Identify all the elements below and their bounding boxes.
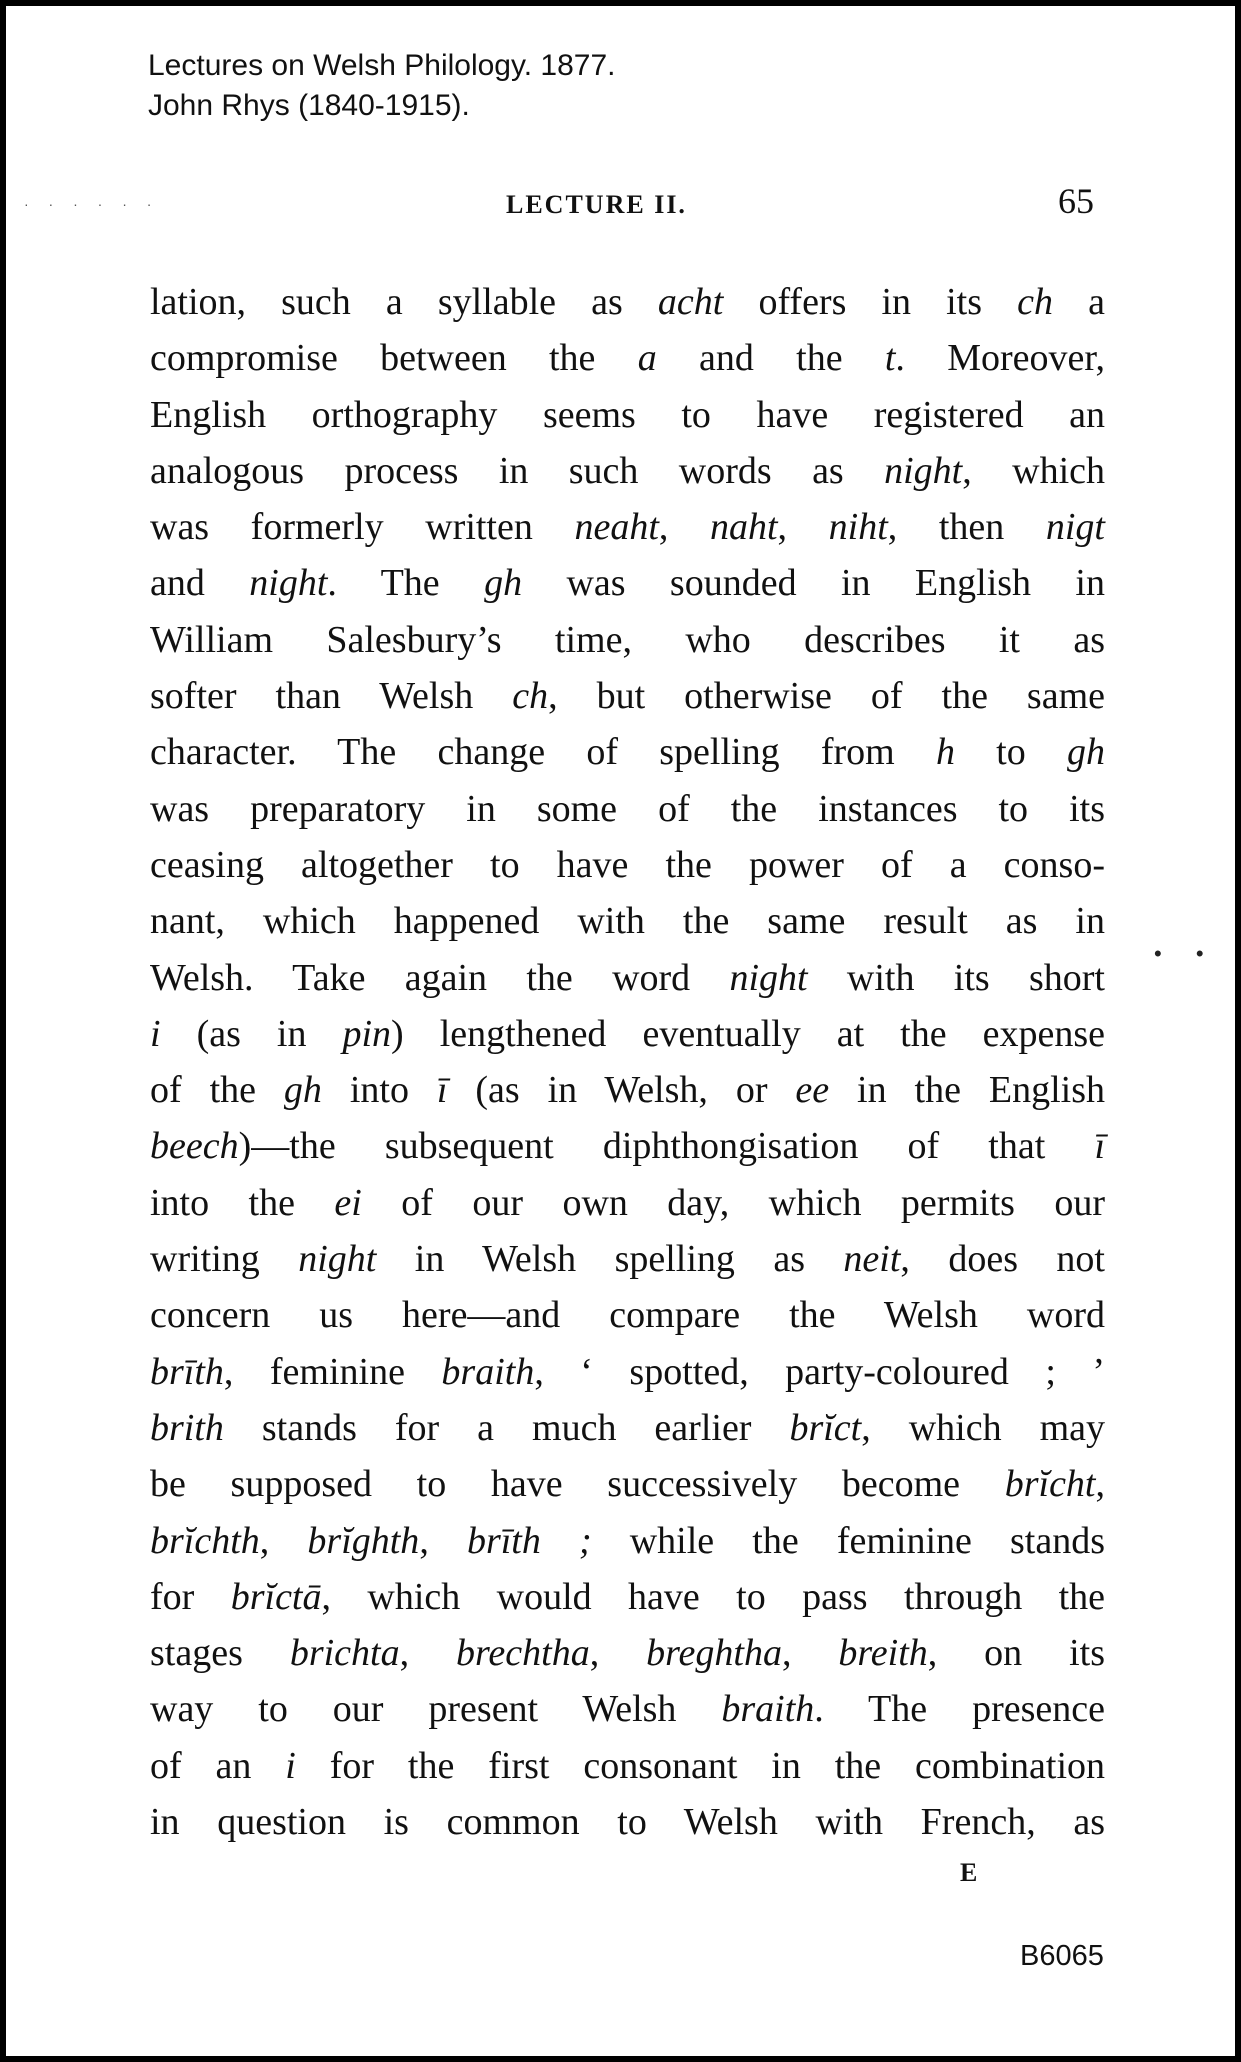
italic-word: brith <box>150 1406 224 1449</box>
text-run: stands for a much earlier <box>223 1406 790 1449</box>
text-run: nant, which happened with the same result as in <box>150 900 1105 943</box>
text-run: analogous process in such words as <box>150 449 885 492</box>
page-number: 65 <box>1058 181 1094 221</box>
text-run: , <box>399 1632 457 1675</box>
italic-word: i <box>150 1012 161 1055</box>
italic-word: breith <box>838 1632 928 1675</box>
italic-word: brĭchth <box>150 1519 260 1562</box>
running-head: LECTURE II. <box>506 190 687 219</box>
text-line <box>150 612 1105 668</box>
text-run: (as in <box>160 1012 343 1055</box>
text-run: in the English <box>829 1069 1105 1112</box>
text-run: compromise between the <box>150 337 638 380</box>
text-line <box>150 1738 1105 1794</box>
italic-word: beech <box>150 1125 239 1168</box>
text-line <box>150 781 1105 837</box>
text-line <box>150 1231 1105 1287</box>
text-line <box>150 1287 1105 1343</box>
text-run: lation, such a syllable as <box>150 281 658 323</box>
text-run: . The <box>327 562 485 605</box>
italic-word: brĭctā <box>230 1575 322 1618</box>
italic-word: ei <box>334 1181 362 1224</box>
text-run: )—the subsequent diphthongisation of that <box>238 1125 1095 1168</box>
text-run: , <box>777 506 829 549</box>
right-margin-dots: • • <box>1154 941 1218 966</box>
text-run: , <box>1095 1463 1105 1506</box>
text-run: softer than Welsh <box>150 675 513 718</box>
text-line <box>150 1400 1105 1456</box>
text-line <box>150 443 1105 499</box>
italic-word: nigt <box>1045 506 1105 549</box>
text-run: William Salesbury’s time, who describes it as <box>150 618 1105 661</box>
italic-word: ee <box>795 1069 830 1112</box>
text-run: of an <box>150 1744 286 1787</box>
italic-word: naht <box>709 506 778 549</box>
text-line <box>150 274 1105 330</box>
text-run: , but otherwise of the same <box>548 675 1105 718</box>
italic-word: neit <box>843 1238 901 1281</box>
italic-word: gh <box>1067 731 1105 774</box>
text-line <box>150 1344 1105 1400</box>
text-run: . The presence <box>814 1688 1105 1731</box>
text-run: was preparatory in some of the instances to its <box>150 787 1105 830</box>
text-run: to <box>954 731 1067 774</box>
italic-word: gh <box>484 562 523 605</box>
italic-word: braith <box>441 1350 535 1393</box>
italic-word: neaht <box>574 506 659 549</box>
text-run: be supposed to have successively become <box>150 1463 1005 1506</box>
text-run: Welsh. Take again the word <box>150 956 730 999</box>
italic-word: brĭghth <box>307 1519 420 1562</box>
text-line <box>150 950 1105 1006</box>
signature-mark: E <box>960 1858 978 1887</box>
italic-word: brīth <box>150 1350 224 1393</box>
italic-word: i <box>285 1744 296 1787</box>
italic-word: night <box>298 1238 377 1281</box>
text-run: , <box>781 1632 839 1675</box>
text-line <box>150 1456 1105 1512</box>
text-run: in question is common to Welsh with French, as <box>150 1801 1105 1844</box>
text-line <box>150 1681 1105 1737</box>
text-line <box>150 1625 1105 1681</box>
text-line <box>150 1794 1105 1850</box>
italic-word: brechtha <box>456 1632 590 1675</box>
italic-word: ch <box>512 675 549 718</box>
text-run: , which would have to pass through the <box>321 1575 1106 1618</box>
text-line <box>150 1062 1105 1118</box>
text-run: way to our present Welsh <box>150 1688 722 1731</box>
text-line <box>150 1569 1105 1625</box>
italic-word: gh <box>283 1069 322 1112</box>
text-line <box>150 1118 1105 1174</box>
citation-caption <box>148 46 616 126</box>
text-run: was sounded in English in <box>522 562 1105 605</box>
text-run: ceasing altogether to have the power of a conso- <box>150 843 1105 886</box>
text-run: character. The change of spelling from <box>150 731 936 774</box>
text-run: , ‘ spotted, party-coloured ; ’ <box>534 1350 1106 1393</box>
text-line <box>150 1006 1105 1062</box>
text-run: , which may <box>861 1406 1105 1449</box>
text-line <box>150 668 1105 724</box>
text-line <box>150 499 1105 555</box>
text-run: writing <box>150 1238 299 1281</box>
text-line <box>150 724 1105 780</box>
text-run: was formerly written <box>150 506 575 549</box>
text-run: a <box>1053 281 1105 323</box>
citation-author: John Rhys (1840-1915). <box>148 89 470 122</box>
text-run: concern us here—and compare the Welsh word <box>150 1294 1105 1337</box>
citation-title: Lectures on Welsh Philology. 1877. <box>148 49 616 82</box>
italic-word: night <box>884 449 963 492</box>
text-run: into <box>321 1069 437 1112</box>
catalog-number: B6065 <box>1020 1940 1104 1972</box>
text-line <box>150 1513 1105 1569</box>
body-text <box>150 274 1105 1850</box>
text-run: (as in Welsh, or <box>447 1069 796 1112</box>
text-run: , <box>658 506 710 549</box>
text-run: , feminine <box>223 1350 442 1393</box>
italic-word: pin <box>342 1012 392 1055</box>
text-run: offers in its <box>723 281 1018 323</box>
text-run: stages <box>150 1632 290 1675</box>
text-run: of the <box>150 1069 284 1112</box>
text-run: in Welsh spelling as <box>376 1238 844 1281</box>
italic-word: brĭct <box>789 1406 862 1449</box>
text-run: and the <box>656 337 885 380</box>
text-run: for <box>150 1575 231 1618</box>
italic-word: brĭcht <box>1004 1463 1096 1506</box>
text-line <box>150 837 1105 893</box>
text-run: , <box>259 1519 308 1562</box>
italic-word: braith <box>721 1688 815 1731</box>
italic-word: night <box>249 562 328 605</box>
text-run: , then <box>887 506 1046 549</box>
italic-word: niht <box>828 506 888 549</box>
italic-word: a <box>637 337 657 380</box>
text-line <box>150 1175 1105 1231</box>
text-run: English orthography seems to have registered an <box>150 393 1105 436</box>
text-run: for the first consonant in the combination <box>295 1744 1105 1787</box>
left-margin-dots: · · · · · · <box>24 196 160 212</box>
text-run: , on its <box>927 1632 1106 1675</box>
text-line <box>150 387 1105 443</box>
italic-word: h <box>935 731 955 774</box>
italic-word: brīth ; <box>466 1519 592 1562</box>
text-line <box>150 330 1105 386</box>
text-run: ) lengthened eventually at the expense <box>391 1012 1105 1055</box>
text-line <box>150 555 1105 611</box>
text-run: of our own day, which permits our <box>361 1181 1105 1224</box>
text-run: with its short <box>807 956 1105 999</box>
italic-word: ī <box>436 1069 448 1112</box>
text-run: , which <box>962 449 1105 492</box>
text-run: . Moreover, <box>895 337 1106 380</box>
italic-word: night <box>729 956 808 999</box>
italic-word: acht <box>657 281 724 323</box>
text-run: while the feminine stands <box>591 1519 1106 1562</box>
text-run: , <box>589 1632 647 1675</box>
text-run: into the <box>150 1181 335 1224</box>
italic-word: ch <box>1017 281 1054 323</box>
text-line <box>150 893 1105 949</box>
text-run: and <box>150 562 250 605</box>
italic-word: t <box>884 337 896 380</box>
text-run: , <box>419 1519 467 1562</box>
italic-word: breghtha <box>646 1632 782 1675</box>
italic-word: ī <box>1094 1125 1105 1168</box>
italic-word: brichta <box>289 1632 400 1675</box>
text-run: , does not <box>900 1238 1105 1281</box>
